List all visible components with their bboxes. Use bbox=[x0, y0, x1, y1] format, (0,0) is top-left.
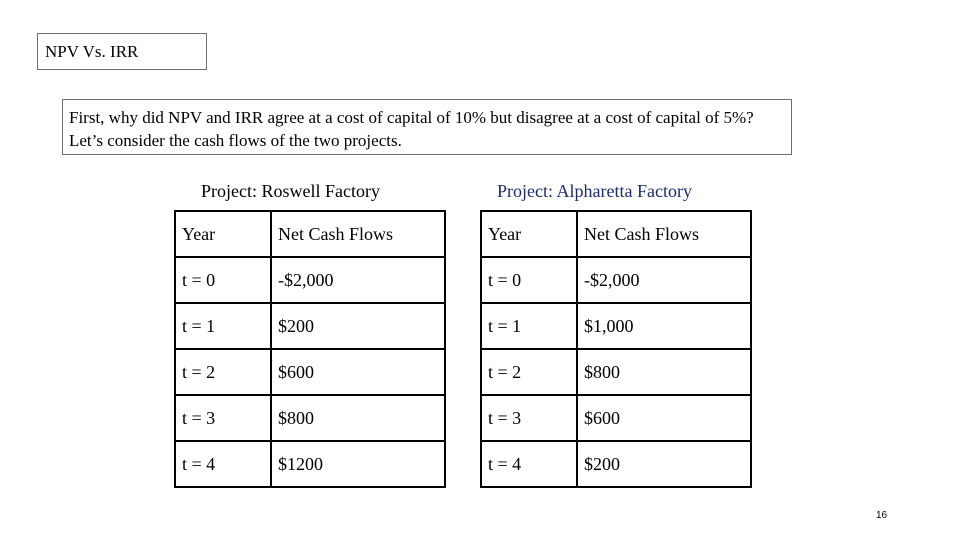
header-year: Year bbox=[175, 211, 271, 257]
cash-flow-cell: $1,000 bbox=[577, 303, 751, 349]
cash-flow-cell: $200 bbox=[577, 441, 751, 487]
cash-flow-cell: $1200 bbox=[271, 441, 445, 487]
cash-flow-cell: $800 bbox=[577, 349, 751, 395]
table-row bbox=[481, 303, 751, 349]
table-row bbox=[175, 303, 445, 349]
year-cell: t = 4 bbox=[481, 441, 577, 487]
table-header-row bbox=[175, 211, 445, 257]
year-cell: t = 2 bbox=[175, 349, 271, 395]
header-net-cash-flows: Net Cash Flows bbox=[577, 211, 751, 257]
header-net-cash-flows: Net Cash Flows bbox=[271, 211, 445, 257]
cash-flow-cell: $200 bbox=[271, 303, 445, 349]
cash-flow-cell: $600 bbox=[577, 395, 751, 441]
year-cell: t = 2 bbox=[481, 349, 577, 395]
header-year: Year bbox=[481, 211, 577, 257]
table-row bbox=[175, 349, 445, 395]
table-row bbox=[481, 395, 751, 441]
alpharetta-cash-flow-table bbox=[480, 210, 752, 488]
question-box bbox=[62, 99, 792, 155]
roswell-cash-flow-table bbox=[174, 210, 446, 488]
cash-flow-cell: -$2,000 bbox=[577, 257, 751, 303]
table-row bbox=[481, 257, 751, 303]
table-row bbox=[481, 441, 751, 487]
year-cell: t = 0 bbox=[481, 257, 577, 303]
slide-title: NPV Vs. IRR bbox=[45, 42, 139, 61]
table-row bbox=[175, 441, 445, 487]
slide-title-box bbox=[37, 33, 207, 70]
cash-flow-cell: -$2,000 bbox=[271, 257, 445, 303]
alpharetta-caption: Project: Alpharetta Factory bbox=[497, 181, 692, 201]
year-cell: t = 1 bbox=[481, 303, 577, 349]
year-cell: t = 1 bbox=[175, 303, 271, 349]
cash-flow-cell: $800 bbox=[271, 395, 445, 441]
question-text: First, why did NPV and IRR agree at a cost of capital of 10% but disagree at a cost of capital of 5%? Let’s consider the cash flows of the two projects. bbox=[69, 108, 754, 150]
table-row bbox=[481, 349, 751, 395]
page-number: 16 bbox=[876, 510, 888, 521]
year-cell: t = 3 bbox=[481, 395, 577, 441]
table-header-row bbox=[481, 211, 751, 257]
table-row bbox=[175, 257, 445, 303]
year-cell: t = 0 bbox=[175, 257, 271, 303]
roswell-caption: Project: Roswell Factory bbox=[201, 181, 380, 201]
table-row bbox=[175, 395, 445, 441]
cash-flow-cell: $600 bbox=[271, 349, 445, 395]
year-cell: t = 3 bbox=[175, 395, 271, 441]
year-cell: t = 4 bbox=[175, 441, 271, 487]
